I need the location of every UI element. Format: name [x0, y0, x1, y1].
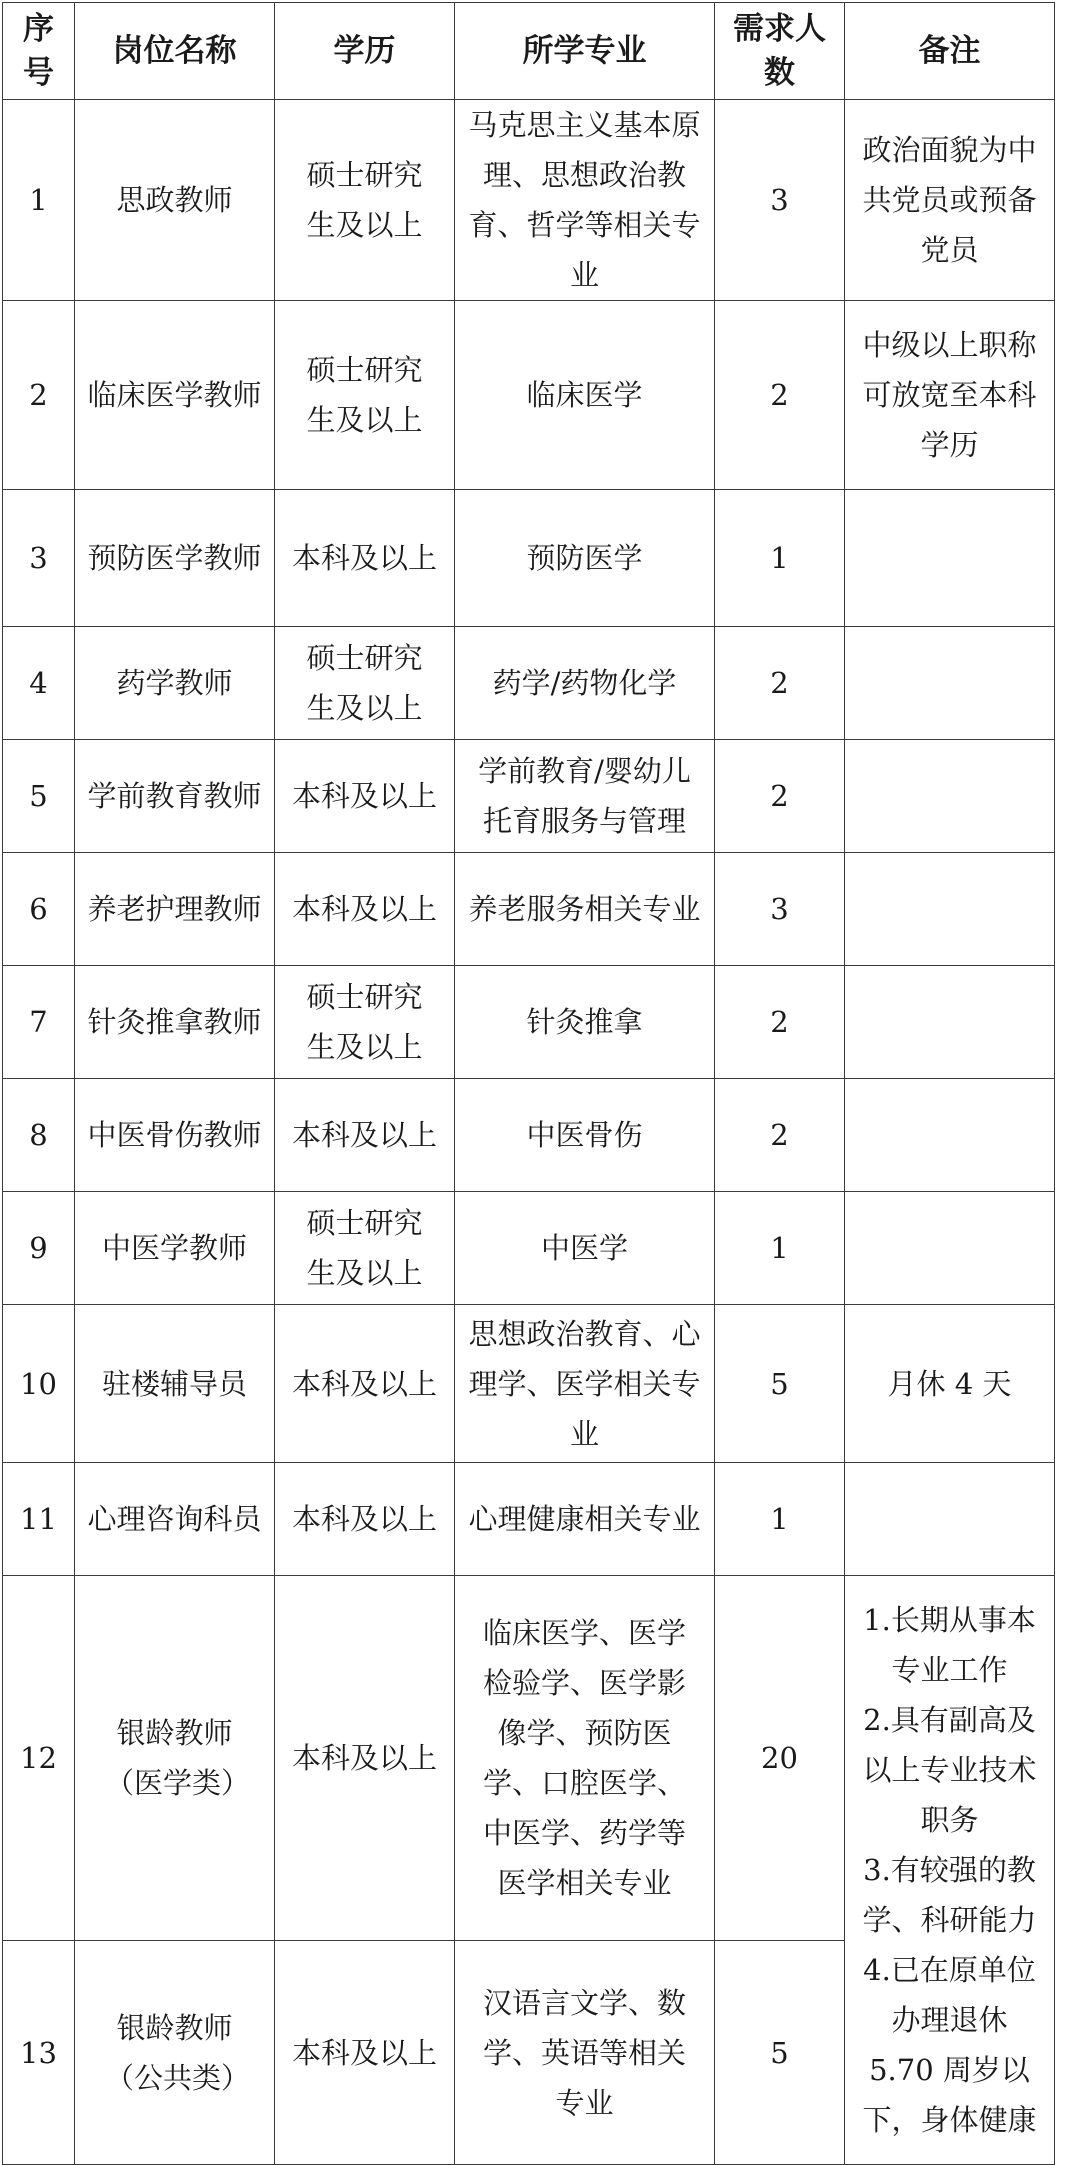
row-note [845, 490, 1055, 627]
row-note: 政治面貌为中共党员或预备党员 [845, 100, 1055, 301]
row-education: 硕士研究生及以上 [275, 1192, 455, 1305]
recruitment-table [2, 2, 1055, 2165]
note-line: 2.具有副高及以上专业技术职务 [862, 1703, 1037, 1837]
header-education: 学历 [275, 3, 455, 100]
row-note: 月休 4 天 [845, 1305, 1055, 1463]
row-education: 本科及以上 [275, 1463, 455, 1576]
row-note [845, 966, 1055, 1079]
header-position: 岗位名称 [75, 3, 275, 100]
row-count: 2 [715, 740, 845, 853]
table-row [3, 1463, 1055, 1576]
row-position: 心理咨询科员 [75, 1463, 275, 1576]
row-count: 2 [715, 627, 845, 740]
row-position: 思政教师 [75, 100, 275, 301]
row-education: 本科及以上 [275, 1079, 455, 1192]
row-education: 本科及以上 [275, 1305, 455, 1463]
row-index: 10 [3, 1305, 75, 1463]
row-major: 药学/药物化学 [455, 627, 715, 740]
row-education: 硕士研究生及以上 [275, 100, 455, 301]
row-count: 1 [715, 1192, 845, 1305]
row-count: 3 [715, 100, 845, 301]
row-position: 养老护理教师 [75, 853, 275, 966]
row-major: 学前教育/婴幼儿托育服务与管理 [455, 740, 715, 853]
row-education: 硕士研究生及以上 [275, 966, 455, 1079]
row-position: 驻楼辅导员 [75, 1305, 275, 1463]
row-count: 1 [715, 490, 845, 627]
row-count: 2 [715, 966, 845, 1079]
row-major: 中医骨伤 [455, 1079, 715, 1192]
row-count: 20 [715, 1576, 845, 1941]
shared-note [845, 1576, 1055, 2165]
table-row [3, 627, 1055, 740]
row-index: 9 [3, 1192, 75, 1305]
note-line: 1.长期从事本专业工作 [863, 1603, 1036, 1687]
row-education: 本科及以上 [275, 740, 455, 853]
row-index: 6 [3, 853, 75, 966]
row-count: 5 [715, 1941, 845, 2165]
row-index: 5 [3, 740, 75, 853]
row-position: 临床医学教师 [75, 301, 275, 490]
row-education: 本科及以上 [275, 1941, 455, 2165]
row-note [845, 627, 1055, 740]
row-education: 硕士研究生及以上 [275, 301, 455, 490]
row-index: 11 [3, 1463, 75, 1576]
row-major: 临床医学、医学检验学、医学影像学、预防医学、口腔医学、中医学、药学等医学相关专业 [455, 1576, 715, 1941]
row-index: 1 [3, 100, 75, 301]
table-header-row [3, 3, 1055, 100]
table-row [3, 1079, 1055, 1192]
row-position: 中医学教师 [75, 1192, 275, 1305]
row-count: 2 [715, 301, 845, 490]
table-row [3, 740, 1055, 853]
row-position: 银龄教师（医学类） [75, 1576, 275, 1941]
row-education: 本科及以上 [275, 490, 455, 627]
row-position: 银龄教师（公共类） [75, 1941, 275, 2165]
row-index: 4 [3, 627, 75, 740]
row-index: 7 [3, 966, 75, 1079]
header-count: 需求人数 [715, 3, 845, 100]
row-position: 针灸推拿教师 [75, 966, 275, 1079]
row-education: 硕士研究生及以上 [275, 627, 455, 740]
header-note: 备注 [845, 3, 1055, 100]
row-index: 12 [3, 1576, 75, 1941]
row-position: 中医骨伤教师 [75, 1079, 275, 1192]
row-note [845, 1079, 1055, 1192]
row-position: 药学教师 [75, 627, 275, 740]
header-index: 序号 [3, 3, 75, 100]
table-row [3, 1305, 1055, 1463]
table-row [3, 100, 1055, 301]
row-note [845, 853, 1055, 966]
row-major: 马克思主义基本原理、思想政治教育、哲学等相关专业 [455, 100, 715, 301]
row-index: 13 [3, 1941, 75, 2165]
row-major: 养老服务相关专业 [455, 853, 715, 966]
row-count: 2 [715, 1079, 845, 1192]
row-major: 中医学 [455, 1192, 715, 1305]
row-note [845, 1463, 1055, 1576]
row-count: 3 [715, 853, 845, 966]
table-row [3, 853, 1055, 966]
note-line: 4.已在原单位办理退休 [863, 1953, 1036, 2037]
note-line: 5.70 周岁以下，身体健康 [862, 2053, 1037, 2137]
row-education: 本科及以上 [275, 1576, 455, 1941]
row-major: 汉语言文学、数学、英语等相关专业 [455, 1941, 715, 2165]
row-note [845, 1192, 1055, 1305]
header-major: 所学专业 [455, 3, 715, 100]
row-count: 5 [715, 1305, 845, 1463]
row-major: 针灸推拿 [455, 966, 715, 1079]
table-row [3, 301, 1055, 490]
table-row [3, 490, 1055, 627]
row-major: 预防医学 [455, 490, 715, 627]
row-count: 1 [715, 1463, 845, 1576]
row-major: 思想政治教育、心理学、医学相关专业 [455, 1305, 715, 1463]
row-note: 中级以上职称可放宽至本科学历 [845, 301, 1055, 490]
row-position: 预防医学教师 [75, 490, 275, 627]
table-row [3, 966, 1055, 1079]
row-position: 学前教育教师 [75, 740, 275, 853]
table-row [3, 1576, 1055, 1941]
row-education: 本科及以上 [275, 853, 455, 966]
table-row [3, 1192, 1055, 1305]
note-line: 3.有较强的教学、科研能力 [862, 1853, 1037, 1937]
row-note [845, 740, 1055, 853]
row-index: 8 [3, 1079, 75, 1192]
row-major: 心理健康相关专业 [455, 1463, 715, 1576]
row-major: 临床医学 [455, 301, 715, 490]
row-index: 2 [3, 301, 75, 490]
row-index: 3 [3, 490, 75, 627]
